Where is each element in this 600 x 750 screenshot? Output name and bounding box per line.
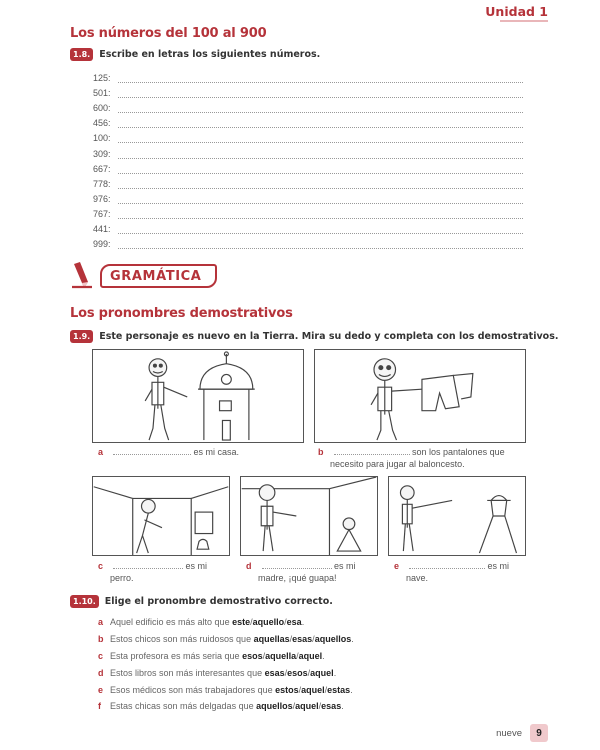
alien-mother-illustration <box>241 477 377 555</box>
caption-text-cont: madre, ¡qué guapa! <box>258 573 337 583</box>
exercise-instruction: Este personaje es nuevo en la Tierra. Mira su dedo y completa con los demostrativos. <box>99 331 559 342</box>
caption-text-cont: necesito para jugar al baloncesto. <box>330 459 465 469</box>
number-value: 100: <box>93 133 111 144</box>
number-list <box>93 68 523 249</box>
answer-line[interactable] <box>118 196 523 204</box>
number-row <box>93 68 523 83</box>
sentence-end: . <box>333 667 337 678</box>
caption-c <box>98 560 207 584</box>
choice-item <box>98 698 538 715</box>
choice-sentence: Estos chicos son más ruidosos que <box>110 634 252 645</box>
exercise-badge: 1.10. <box>70 595 99 608</box>
unit-label: Unidad 1 <box>485 4 548 19</box>
choice-list <box>98 614 538 715</box>
choice-item <box>98 631 538 648</box>
option-2[interactable]: aquel <box>295 701 319 712</box>
sentence-end: . <box>351 634 354 645</box>
exercise-1-8 <box>70 48 320 61</box>
answer-blank[interactable] <box>334 447 410 455</box>
option-1[interactable]: estos <box>275 684 299 695</box>
number-row <box>93 98 523 113</box>
alien-ship-illustration <box>389 477 525 555</box>
choice-item <box>98 681 538 698</box>
option-separator: / <box>296 650 299 661</box>
number-row <box>93 219 523 234</box>
alien-dog-illustration <box>93 477 229 555</box>
option-3[interactable]: aquel <box>310 667 334 678</box>
option-2[interactable]: esas <box>292 634 313 645</box>
option-2[interactable]: esos <box>287 667 308 678</box>
choice-letter: e <box>98 684 104 695</box>
number-value: 667: <box>93 163 111 174</box>
option-2[interactable]: aquella <box>265 650 297 661</box>
option-1[interactable]: esos <box>242 650 263 661</box>
option-1[interactable]: este <box>232 617 251 628</box>
caption-letter: c <box>98 561 104 571</box>
caption-text: son los pantalones que <box>412 447 505 457</box>
option-3[interactable]: esas <box>321 701 342 712</box>
number-row <box>93 189 523 204</box>
caption-b <box>318 446 505 470</box>
option-3[interactable]: estas <box>327 684 351 695</box>
number-row <box>93 143 523 158</box>
exercise-badge: 1.8. <box>70 48 93 61</box>
answer-line[interactable] <box>118 181 523 189</box>
number-row <box>93 83 523 98</box>
illustration-panel-a <box>92 349 304 443</box>
choice-letter: a <box>98 617 104 628</box>
choice-item <box>98 648 538 665</box>
option-3[interactable]: aquel <box>298 650 323 661</box>
sentence-end: . <box>341 701 344 712</box>
number-value: 600: <box>93 103 111 114</box>
option-2[interactable]: aquel <box>301 684 325 695</box>
option-separator: / <box>250 617 253 628</box>
option-separator: / <box>324 684 328 695</box>
choice-sentence: Estas chicas son más delgadas que <box>110 701 254 712</box>
caption-e <box>394 560 509 584</box>
exercise-1-9 <box>70 330 558 343</box>
choice-letter: b <box>98 634 104 645</box>
number-value: 125: <box>93 73 111 84</box>
exercise-1-10 <box>70 595 333 608</box>
option-separator: / <box>289 634 293 645</box>
answer-line[interactable] <box>118 135 523 143</box>
option-separator: / <box>307 667 311 678</box>
option-separator: / <box>292 701 296 712</box>
answer-blank[interactable] <box>409 561 485 569</box>
number-value: 456: <box>93 118 111 129</box>
answer-line[interactable] <box>118 241 523 249</box>
choice-letter: c <box>98 650 104 661</box>
exercise-instruction: Escribe en letras los siguientes números. <box>99 49 321 60</box>
page-number: 9 <box>530 724 548 742</box>
option-3[interactable]: esa <box>286 617 302 628</box>
caption-letter: d <box>246 561 252 571</box>
option-separator: / <box>262 650 266 661</box>
answer-line[interactable] <box>118 120 523 128</box>
option-separator: / <box>284 667 288 678</box>
choice-sentence: Esos médicos son más trabajadores que <box>110 684 273 695</box>
caption-letter: b <box>318 447 324 457</box>
section-title-demonstratives: Los pronombres demostrativos <box>70 306 293 321</box>
answer-line[interactable] <box>118 211 523 219</box>
choice-sentence: Estos libros son más interesantes que <box>110 667 263 678</box>
number-value: 778: <box>93 178 111 189</box>
number-value: 441: <box>93 224 111 235</box>
pencil-icon <box>70 262 94 290</box>
answer-blank[interactable] <box>113 561 183 569</box>
answer-line[interactable] <box>118 75 523 83</box>
number-row <box>93 174 523 189</box>
answer-line[interactable] <box>118 166 523 174</box>
option-separator: / <box>298 684 302 695</box>
number-row <box>93 128 523 143</box>
option-1[interactable]: aquellas <box>253 634 290 645</box>
caption-text: es mi <box>185 561 208 571</box>
answer-blank[interactable] <box>113 447 191 455</box>
number-value: 767: <box>93 208 111 219</box>
option-separator: / <box>318 701 322 712</box>
option-separator: / <box>312 634 315 645</box>
number-row <box>93 159 523 174</box>
number-row <box>93 113 523 128</box>
choice-sentence: Aquel edificio es más alto que <box>110 617 230 628</box>
answer-line[interactable] <box>118 90 523 98</box>
caption-a <box>98 446 239 458</box>
unit-rule <box>500 20 548 22</box>
answer-line[interactable] <box>118 105 523 113</box>
caption-letter: a <box>98 447 104 457</box>
sentence-end: . <box>350 684 353 695</box>
caption-letter: e <box>394 561 400 571</box>
option-1[interactable]: esas <box>264 667 285 678</box>
exercise-badge: 1.9. <box>70 330 93 343</box>
number-value: 309: <box>93 148 111 159</box>
caption-text: es mi <box>487 561 510 571</box>
page-footer <box>496 724 548 742</box>
sentence-end: . <box>322 650 325 661</box>
page-number-word: nueve <box>496 727 522 739</box>
number-row <box>93 234 523 249</box>
option-2[interactable]: aquello <box>252 617 285 628</box>
caption-text: es mi casa. <box>193 447 240 457</box>
caption-text: es mi <box>334 561 356 571</box>
number-value: 976: <box>93 193 111 204</box>
choice-sentence: Esta profesora es más seria que <box>110 650 240 661</box>
illustration-panel-c <box>92 476 230 556</box>
answer-blank[interactable] <box>262 561 332 569</box>
option-1[interactable]: aquellos <box>256 701 293 712</box>
choice-letter: f <box>98 701 101 712</box>
option-separator: / <box>284 617 287 628</box>
exercise-instruction: Elige el pronombre demostrativo correcto. <box>104 596 333 607</box>
caption-text-cont: perro. <box>110 573 134 583</box>
option-3[interactable]: aquellos <box>314 634 352 645</box>
illustration-panel-e <box>388 476 526 556</box>
illustration-panel-b <box>314 349 526 443</box>
grammar-banner <box>70 262 217 290</box>
alien-house-illustration <box>93 350 303 442</box>
number-value: 999: <box>93 239 111 250</box>
caption-text-cont: nave. <box>406 573 429 583</box>
number-row <box>93 204 523 219</box>
choice-item <box>98 614 538 631</box>
choice-letter: d <box>98 667 104 678</box>
grammar-label: GRAMÁTICA <box>100 264 217 288</box>
alien-pants-illustration <box>315 350 525 442</box>
answer-line[interactable] <box>118 151 523 159</box>
section-title-numbers: Los números del 100 al 900 <box>70 26 267 41</box>
choice-item <box>98 664 538 681</box>
sentence-end: . <box>301 617 305 628</box>
number-value: 501: <box>93 88 111 99</box>
caption-d <box>246 560 356 584</box>
answer-line[interactable] <box>118 226 523 234</box>
illustration-panel-d <box>240 476 378 556</box>
